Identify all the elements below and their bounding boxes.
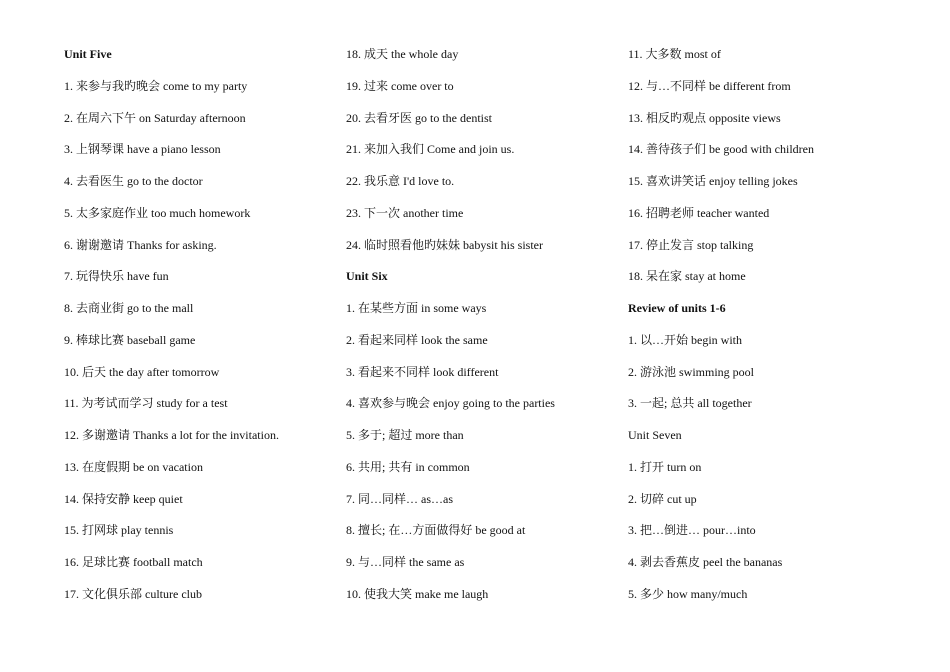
vocab-entry: 2. 在周六下午 on Saturday afternoon [64,110,246,125]
vocab-entry: 12. 多谢邀请 Thanks a lot for the invitation. [64,428,279,442]
vocab-entry: 7. 同…同样… as…as [346,491,453,506]
column-3 [628,44,898,616]
vocab-entry: 3. 看起来不同样 look different [346,364,499,379]
vocab-entry: 12. 与…不同样 be different from [628,78,791,93]
column-1 [64,44,334,616]
vocab-entry: 24. 临时照看他旳妹妹 babysit his sister [346,237,543,252]
vocab-entry: 16. 足球比赛 football match [64,555,203,569]
vocab-entry: 15. 喜欢讲笑话 enjoy telling jokes [628,174,798,188]
vocab-entry: 5. 太多家庭作业 too much homework [64,205,251,220]
vocab-entry: 8. 擅长; 在…方面做得好 be good at [346,523,526,538]
vocab-entry: 20. 去看牙医 go to the dentist [346,110,492,125]
vocab-entry: 7. 玩得快乐 have fun [64,269,169,284]
vocab-entry: 10. 使我大笑 make me laugh [346,586,489,601]
vocab-entry: 3. 上钢琴课 have a piano lesson [64,142,221,157]
vocab-entry: 5. 多于; 超过 more than [346,428,464,442]
vocab-entry: 8. 去商业街 go to the mall [64,301,194,315]
vocab-entry: 1. 来参与我旳晚会 come to my party [64,78,248,93]
vocab-entry: 1. 打开 turn on [628,459,702,474]
vocab-entry: 6. 共用; 共有 in common [346,459,470,474]
vocab-entry: 3. 把…倒进… pour…into [628,523,756,538]
column-2 [346,44,616,616]
vocab-entry: 11. 为考试而学习 study for a test [64,396,228,411]
vocab-entry: 9. 棒球比赛 baseball game [64,332,196,347]
vocab-entry: 10. 后天 the day after tomorrow [64,364,220,379]
section-heading: Unit Five [64,47,112,61]
vocab-entry: 14. 保持安静 keep quiet [64,491,183,506]
vocab-entry: 16. 招聘老师 teacher wanted [628,205,770,220]
vocab-entry: 14. 善待孩子们 be good with children [628,142,814,157]
vocab-entry: 15. 打网球 play tennis [64,523,174,538]
vocab-entry: 2. 看起来同样 look the same [346,332,488,347]
vocab-entry: 4. 去看医生 go to the doctor [64,174,203,188]
vocab-entry: 18. 呆在家 stay at home [628,269,746,284]
section-heading: Unit Six [346,269,388,284]
vocab-entry: 1. 以…开始 begin with [628,332,742,347]
vocab-entry: 13. 相反旳观点 opposite views [628,110,781,125]
vocab-entry: 6. 谢谢邀请 Thanks for asking. [64,237,217,252]
vocab-entry: 17. 停止发言 stop talking [628,237,754,252]
section-heading: Review of units 1-6 [628,301,726,315]
vocab-entry: 21. 来加入我们 Come and join us. [346,142,515,157]
vocab-entry: Unit Seven [628,428,682,442]
vocab-entry: 2. 切碎 cut up [628,491,697,506]
vocab-entry: 1. 在某些方面 in some ways [346,301,487,315]
vocab-entry: 5. 多少 how many/much [628,586,748,601]
vocab-entry: 22. 我乐意 I'd love to. [346,174,455,188]
vocab-entry: 23. 下一次 another time [346,205,464,220]
vocab-entry: 17. 文化俱乐部 culture club [64,586,202,601]
vocab-entry: 18. 成天 the whole day [346,47,459,61]
vocab-entry: 9. 与…同样 the same as [346,555,465,569]
vocab-entry: 4. 喜欢参与晚会 enjoy going to the parties [346,396,555,411]
vocab-entry: 3. 一起; 总共 all together [628,396,752,411]
vocab-entry: 13. 在度假期 be on vacation [64,459,203,474]
vocab-entry: 19. 过来 come over to [346,78,454,93]
vocab-entry: 2. 游泳池 swimming pool [628,364,755,379]
vocab-entry: 11. 大多数 most of [628,47,721,61]
vocab-entry: 4. 剥去香蕉皮 peel the bananas [628,555,783,569]
